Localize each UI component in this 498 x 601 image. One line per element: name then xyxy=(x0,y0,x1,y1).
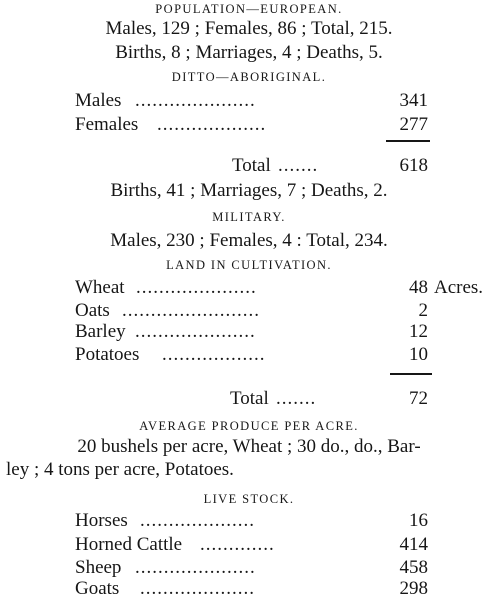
dot-leader: ..................... xyxy=(135,321,256,342)
row-value: 10 xyxy=(409,344,428,365)
dot-leader: ........................ xyxy=(122,300,260,321)
row-value: 414 xyxy=(399,534,428,555)
dot-leader: ..................... xyxy=(136,277,257,298)
row-label: Barley xyxy=(75,321,126,342)
row-value: 298 xyxy=(399,578,428,599)
total-rule xyxy=(386,140,430,142)
row-value: 458 xyxy=(399,557,428,578)
dot-leader: .................. xyxy=(162,344,266,365)
row-value: 341 xyxy=(399,90,428,111)
row-value: 16 xyxy=(409,510,428,531)
average-produce-line-2: ley ; 4 tons per acre, Potatoes. xyxy=(6,459,234,480)
row-label: Females xyxy=(75,114,139,135)
row-label: Goats xyxy=(75,578,120,599)
heading-average-produce: AVERAGE PRODUCE PER ACRE. xyxy=(139,419,359,433)
dot-leader: .................... xyxy=(140,578,255,599)
dot-leader: ....... xyxy=(278,155,319,176)
dot-leader: .................... xyxy=(140,510,255,531)
military-line: Males, 230 ; Females, 4 : Total, 234. xyxy=(110,230,388,251)
dot-leader: ....... xyxy=(276,388,317,409)
heading-population-european: POPULATION—EUROPEAN. xyxy=(155,2,343,16)
row-label: Males xyxy=(75,90,122,111)
dot-leader: ............. xyxy=(200,534,275,555)
aboriginal-vital-stats-line: Births, 41 ; Marriages, 7 ; Deaths, 2. xyxy=(110,180,388,201)
heading-live-stock: LIVE STOCK. xyxy=(203,492,295,506)
row-value: 277 xyxy=(399,114,428,135)
european-population-line: Males, 129 ; Females, 86 ; Total, 215. xyxy=(105,18,393,39)
total-label: Total xyxy=(230,388,269,409)
unit-label: Acres. xyxy=(434,277,484,298)
total-rule xyxy=(390,373,432,375)
total-value: 618 xyxy=(399,155,428,176)
dot-leader: ................... xyxy=(157,114,267,135)
row-label: Oats xyxy=(75,300,110,321)
heading-population-aboriginal: DITTO—ABORIGINAL. xyxy=(171,70,327,84)
dot-leader: ..................... xyxy=(135,557,256,578)
row-label: Sheep xyxy=(75,557,122,578)
row-label: Horned Cattle xyxy=(75,534,183,555)
row-label: Horses xyxy=(75,510,128,531)
row-label: Potatoes xyxy=(75,344,140,365)
dot-leader: ..................... xyxy=(135,90,256,111)
heading-land-in-cultivation: LAND IN CULTIVATION. xyxy=(166,258,332,272)
row-value: 2 xyxy=(418,300,428,321)
row-value: 48 xyxy=(409,277,428,298)
heading-military: MILITARY. xyxy=(212,210,286,224)
european-vital-stats-line: Births, 8 ; Marriages, 4 ; Deaths, 5. xyxy=(115,42,383,63)
row-label: Wheat xyxy=(75,277,125,298)
average-produce-line-1: 20 bushels per acre, Wheat ; 30 do., do., Bar- xyxy=(77,436,421,457)
total-label: Total xyxy=(232,155,271,176)
row-value: 12 xyxy=(409,321,428,342)
total-value: 72 xyxy=(409,388,428,409)
